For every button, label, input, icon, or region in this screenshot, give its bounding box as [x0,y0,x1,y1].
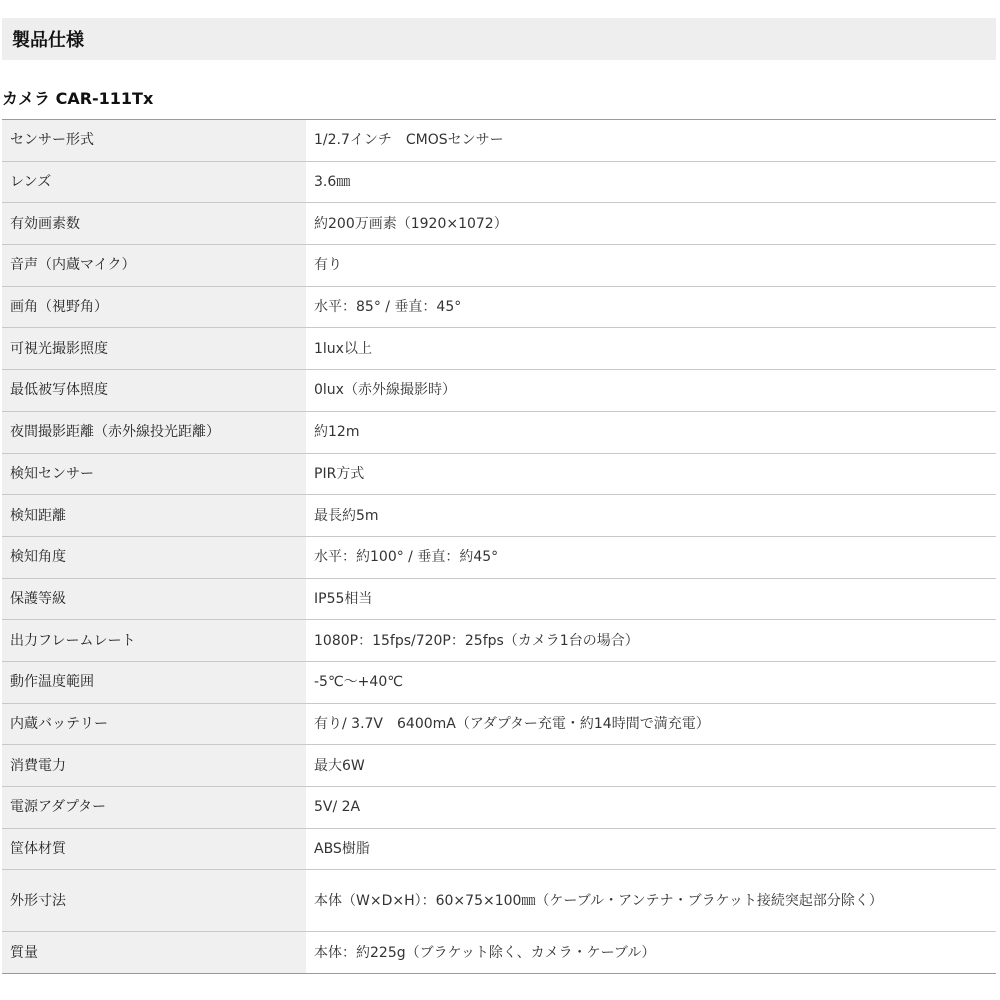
section-title: 製品仕様 [12,30,84,51]
table-row [2,578,996,620]
spec-table [2,119,996,974]
table-row [2,328,996,370]
spec-value: 本体：約225g（ブラケット除く、カメラ・ケーブル） [306,932,996,974]
spec-label: 最低被写体照度 [2,370,306,412]
table-row [2,828,996,870]
spec-value: PIR方式 [306,453,996,495]
spec-value: 水平：約100° / 垂直：約45° [306,536,996,578]
table-row [2,536,996,578]
table-row [2,495,996,537]
section-header [2,18,996,60]
table-row [2,411,996,453]
spec-value: 1lux以上 [306,328,996,370]
spec-label: 保護等級 [2,578,306,620]
spec-label: 電源アダプター [2,787,306,829]
spec-value: 有り/ 3.7V 6400mA（アダプター充電・約14時間で満充電） [306,703,996,745]
spec-value: 有り [306,245,996,287]
spec-label: 音声（内蔵マイク） [2,245,306,287]
table-row [2,932,996,974]
spec-label: 筐体材質 [2,828,306,870]
table-row [2,286,996,328]
spec-value: ABS樹脂 [306,828,996,870]
spec-label: 動作温度範囲 [2,661,306,703]
spec-label: センサー形式 [2,120,306,162]
table-row [2,203,996,245]
table-row [2,120,996,162]
spec-value: 水平：85° / 垂直：45° [306,286,996,328]
table-row [2,620,996,662]
spec-label: 消費電力 [2,745,306,787]
spec-label: 夜間撮影距離（赤外線投光距離） [2,411,306,453]
spec-value: -5℃～+40℃ [306,661,996,703]
spec-label: 可視光撮影照度 [2,328,306,370]
table-row [2,661,996,703]
table-row [2,703,996,745]
spec-value: 1/2.7インチ CMOSセンサー [306,120,996,162]
spec-value: 3.6㎜ [306,161,996,203]
table-row [2,745,996,787]
table-row [2,161,996,203]
spec-value: 1080P：15fps/720P：25fps（カメラ1台の場合） [306,620,996,662]
table-row [2,245,996,287]
spec-label: 外形寸法 [2,870,306,932]
table-row [2,787,996,829]
table-row [2,370,996,412]
spec-value: IP55相当 [306,578,996,620]
spec-value: 最長約5m [306,495,996,537]
spec-label: レンズ [2,161,306,203]
table-row [2,453,996,495]
spec-label: 検知距離 [2,495,306,537]
spec-label: 内蔵バッテリー [2,703,306,745]
spec-value: 最大6W [306,745,996,787]
spec-value: 約12m [306,411,996,453]
product-title: カメラ CAR-111Tx [2,89,154,108]
spec-value: 5V/ 2A [306,787,996,829]
spec-label: 出力フレームレート [2,620,306,662]
spec-label: 検知センサー [2,453,306,495]
spec-label: 検知角度 [2,536,306,578]
spec-value: 0lux（赤外線撮影時） [306,370,996,412]
table-row [2,870,996,932]
spec-label: 質量 [2,932,306,974]
spec-label: 有効画素数 [2,203,306,245]
spec-value: 本体（W×D×H）：60×75×100㎜（ケーブル・アンテナ・ブラケット接続突起部分除く） [306,870,996,932]
spec-value: 約200万画素（1920×1072） [306,203,996,245]
spec-label: 画角（視野角） [2,286,306,328]
